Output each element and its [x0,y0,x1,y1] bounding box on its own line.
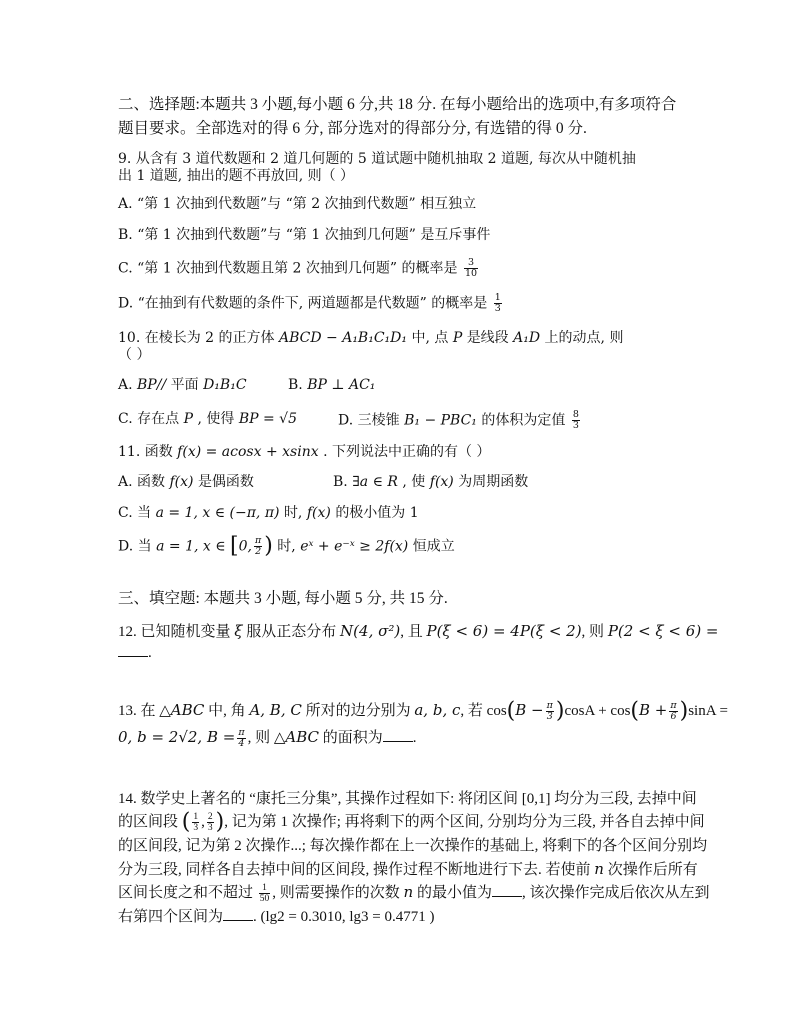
q9-option-b: B. “第 1 次抽到代数题”与 “第 1 次抽到几何题” 是互斥事件 [118,227,491,243]
q9-stem-line1: 9. 从含有 3 道代数题和 2 道几何题的 5 道试题中随机抽取 2 道题, 每次从中随机抽 [118,151,636,167]
q13-period: . [412,730,417,746]
q11-d-text-c: 恒成立 [412,538,455,555]
q11-d-interval-start: 0, [238,538,252,555]
q12-text-d: , 则 [581,624,605,640]
q10-cube: ABCD − A₁B₁C₁D₁ [278,330,407,346]
q10-a-label: A. [118,377,133,393]
q14-text-a: 的区间段 [118,813,179,830]
q11-b-label: B. [333,474,348,490]
q10-stem-line2: （ ） [118,347,151,363]
q11-c-label: C. 当 [118,505,152,521]
q13-text-a: 13. 在 [118,703,156,719]
q10-c-math: BP = √5 [238,411,297,427]
q13-paren-open-1: ( [506,698,516,724]
q11-c-math: a = 1, x ∈ (−π, π) [155,505,280,521]
q14-fraction-2: $\frac{2}{3}$ [207,812,213,833]
q10-d-math: B₁ − PBC₁ [404,412,477,429]
q9-option-d [118,293,504,314]
q12-text-c: , 且 [400,624,423,640]
q11-d-fraction: $\frac{\pi}{2}$ [255,535,262,557]
q10-stem-text-d: 上的动点, 则 [544,330,624,346]
q13-sinA: sinA = [688,703,728,719]
q13-angles: A, B, C [249,701,302,719]
section3-header: 三、填空题: 本题共 3 小题, 每小题 5 分, 共 15 分. [118,590,448,607]
q9-option-c-text: C. “第 1 次抽到代数题且第 2 次抽到几何题” 的概率是 [118,260,458,277]
q14-line2: 的区间段 ( $\frac{1}{3}$ , $\frac{2}{3}$ ), 记为第 1 次操作; 再将剩下的两个区间, 分别均分为三段, 并各自去掉中间 [118,809,705,835]
q14-text-f: , 则需要操作的次数 [272,885,400,901]
q13-b-minus: B − [515,701,544,719]
q14-paren-open: ( [181,809,191,835]
q11-d-right-paren: ) [264,533,273,559]
q10-a-text: 平面 [170,377,199,393]
q12-normal: N(4, σ²) [340,622,401,640]
q11-option-b [333,473,528,491]
q11-d-label: D. 当 [118,538,152,555]
section2-header-line1: 二、选择题:本题共 3 小题,每小题 6 分,共 18 分. 在每小题给出的选项中,有多项符合 [118,96,677,113]
q12-answer-blank[interactable] [118,644,148,657]
q9-option-c-fraction: $\frac{3}{10}$ [464,257,478,279]
q13-given: 0, b = 2√2, B = [118,728,236,746]
q10-c-point: P [183,411,193,427]
q14-answer-blank-1[interactable] [492,884,522,897]
q13-triangle-2: △ABC [273,728,319,746]
q10-stem-line1 [118,329,623,347]
q12-period: . [148,645,152,661]
q13-answer-blank[interactable] [383,729,413,742]
q10-stem-text-b: 中, 点 [411,330,449,346]
q14-text-g: 的最小值为 [416,885,492,901]
q13-fraction-2: $\frac{\pi}{6}$ [670,700,677,723]
q12-prob-query: P(2 < ξ < 6) = [607,622,719,640]
q12-text-a: 12. 已知随机变量 [118,624,231,640]
q10-options-ab [118,376,376,394]
q11-d-math: a = 1, x ∈ [156,538,226,555]
q10-stem-text: 10. 在棱长为 2 的正方体 [118,330,275,346]
q13-paren-close-1: ) [555,698,565,724]
q13-paren-open-2: ( [630,698,640,724]
q14-line5 [118,883,709,904]
q9-stem-line2: 出 1 道题, 抽出的题不再放回, 则（ ） [118,168,355,184]
q9-option-d-text: D. “在抽到有代数题的条件下, 两道题都是代数题” 的概率是 [118,295,488,312]
q13-sides: a, b, c [414,701,461,719]
q11-c-text: 时, [283,505,303,521]
q11-stem-text: 11. 函数 [118,444,173,460]
q12-prob-condition: P(ξ < 6) = 4P(ξ < 2) [426,622,582,640]
section2-header-line2: 题目要求。全部选对的得 6 分, 部分选对的得部分分, 有选错的得 0 分. [118,120,587,137]
q11-d-inequality: eˣ + e⁻ˣ ≥ 2f(x) [300,538,409,555]
q11-c-text-c: 的极小值为 1 [335,505,419,521]
q14-line4 [118,860,698,879]
q10-option-b [288,376,375,394]
q10-d-fraction: $\frac{8}{3}$ [572,409,579,431]
q10-d-label: D. 三棱锥 [338,412,400,429]
q13-text-d: , 若 [460,703,483,719]
q11-a-text: 是偶函数 [197,474,254,490]
q14-text-i: 右第四个区间为 [118,909,224,925]
q11-a-fx: f(x) [169,474,194,490]
q11-option-d [118,533,455,559]
q10-b-label: B. [288,377,303,393]
q11-option-c [118,504,419,522]
q13-text-then: , 则 [247,730,271,746]
q12-xi: ξ [234,622,243,640]
q13-text-area: 的面积为 [322,730,383,746]
q11-function: f(x) = acosx + xsinx [177,444,319,460]
q10-options-cd [118,409,579,431]
q11-d-left-bracket: [ [230,533,239,559]
q12-line2 [118,644,152,662]
q14-n: n [594,860,604,878]
q12-line1 [118,622,719,641]
q9-option-c [118,258,480,279]
q13-line2 [118,728,417,749]
q13-paren-close-2: ) [679,698,689,724]
q14-text-b: , 记为第 1 次操作; 再将剩下的两个区间, 分别均分为三段, 并各自去掉中间 [224,813,705,830]
q10-stem-text-c: 是线段 [466,330,509,346]
q14-fraction-3: $\frac{1}{50}$ [259,883,270,905]
q14-line3: 的区间段, 记为第 2 次操作...; 每次操作都在上一次操作的基础上, 将剩下的各个区间分别均 [118,838,708,854]
q14-answer-blank-2[interactable] [223,908,253,921]
q10-a-plane: D₁B₁C [203,377,247,393]
q11-a-label: A. 函数 [118,474,166,490]
q11-b-math: ∃a ∈ R [352,474,398,490]
q13-text-c: 所对的边分别为 [305,703,411,719]
q14-paren-close: ) [215,809,225,835]
q11-c-fx: f(x) [306,505,331,521]
q13-text-b: 中, 角 [208,703,246,719]
q12-text-b: 服从正态分布 [246,624,337,640]
q10-point-p: P [452,330,463,346]
q9-option-d-fraction: $\frac{1}{3}$ [494,292,501,314]
q14-text-e: 区间长度之和不超过 [118,885,254,901]
q14-text-j: . (lg2 = 0.3010, lg3 = 0.4771 ) [253,909,435,925]
q11-stem-text-b: . 下列说法中正确的有（ ） [323,444,491,460]
q13-cos: cos [486,703,507,719]
q14-text-c: 分为三段, 同样各自去掉中间的区间段, 操作过程不断地进行下去. 若使前 [118,862,591,878]
q13-triangle: △ABC [159,701,205,719]
q10-option-d [338,410,582,431]
q13-fraction-3: $\frac{\pi}{4}$ [238,727,245,750]
q11-stem [118,443,490,461]
q14-line6 [118,908,435,926]
q14-text-d: 次操作后所有 [607,862,698,878]
q11-b-text-c: 为周期函数 [458,474,529,490]
q14-line1: 14. 数学史上著名的 “康托三分集”, 其操作过程如下: 将闭区间 [0,1] 均分为三段, 去掉中间 [118,791,697,807]
q13-line1 [118,698,728,724]
q11-d-text: 时, [277,538,296,555]
q13-cosA: cosA + cos [564,703,631,719]
q10-c-label: C. 存在点 [118,411,180,427]
q10-a-math: BP// [137,377,167,393]
q11-b-text: , 使 [402,474,426,490]
q14-text-h: , 该次操作完成后依次从左到 [521,885,710,901]
q10-d-text: 的体积为定值 [481,412,566,429]
q10-segment: A₁D [513,330,541,346]
q10-b-math: BP ⊥ AC₁ [307,377,376,393]
q13-b-plus: B + [639,701,668,719]
q11-b-fx: f(x) [429,474,454,490]
q13-fraction-1: $\frac{\pi}{3}$ [546,700,553,723]
q14-n-2: n [403,883,414,901]
q11-options-ab [118,473,529,491]
q9-option-a: A. “第 1 次抽到代数题”与 “第 2 次抽到代数题” 相互独立 [118,196,477,212]
q10-c-text: , 使得 [197,411,235,427]
q14-fraction-1: $\frac{1}{3}$ [193,812,199,833]
